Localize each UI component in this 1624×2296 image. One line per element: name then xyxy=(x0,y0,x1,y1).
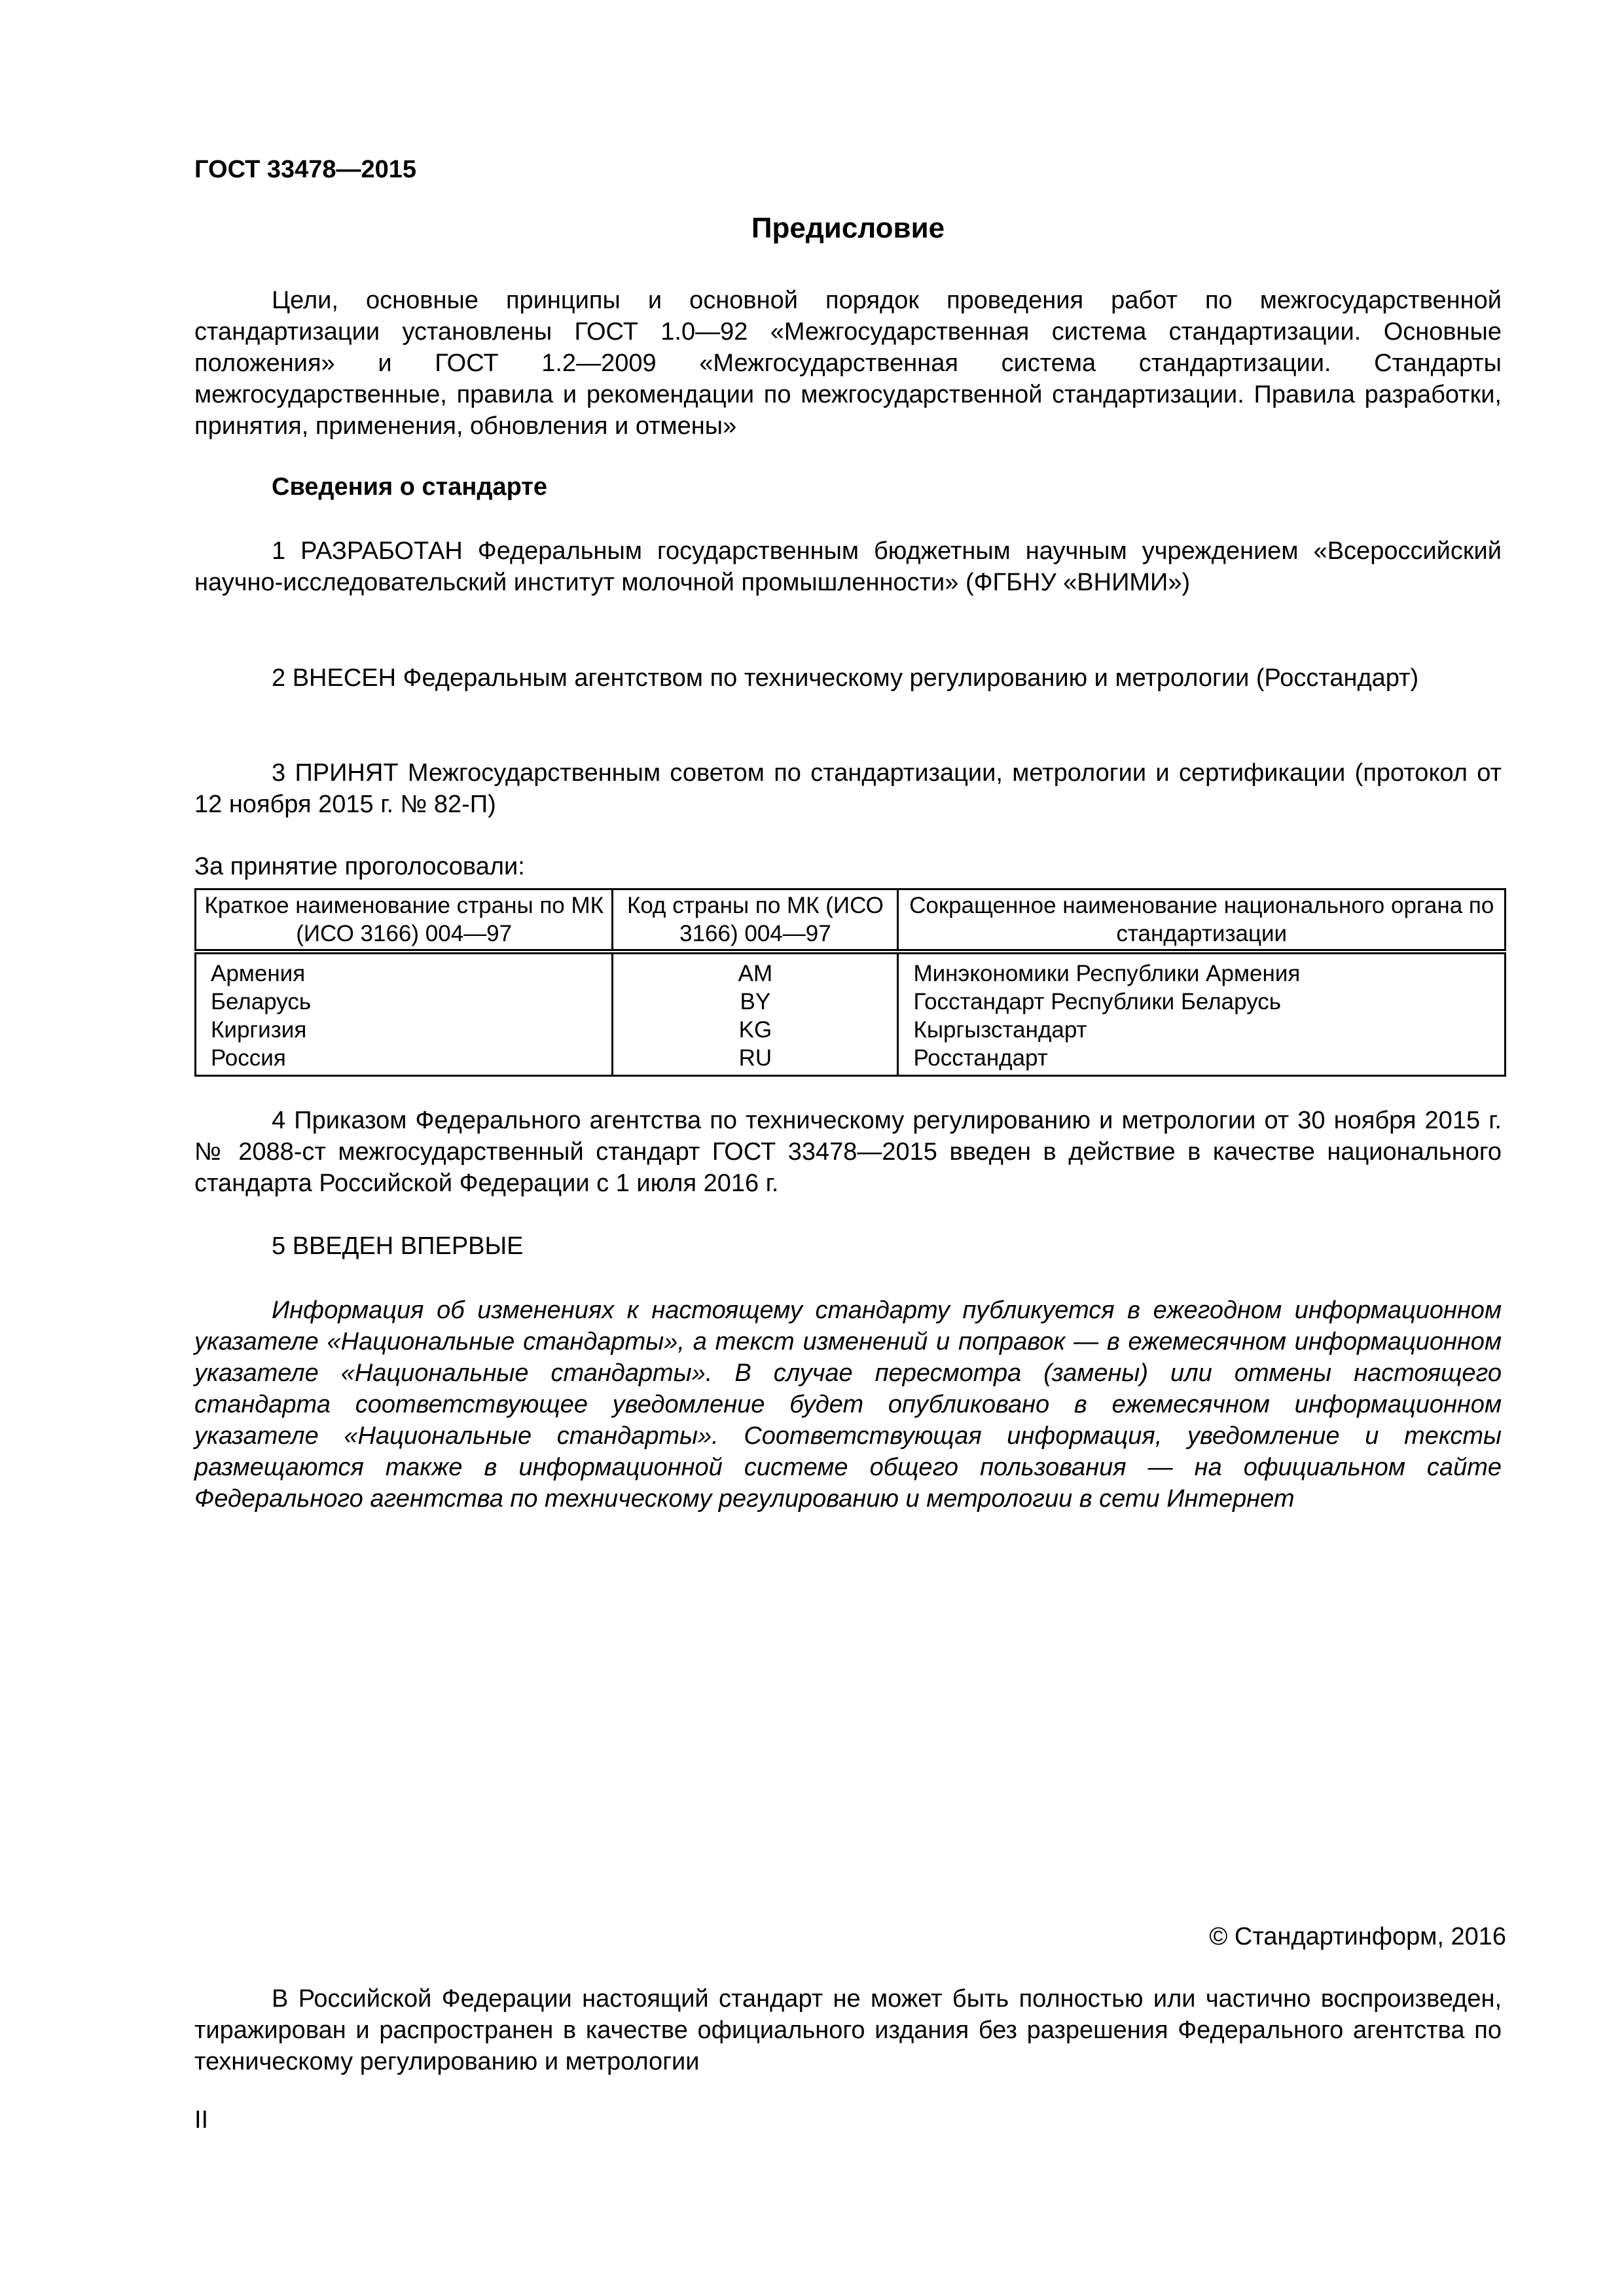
header-country-code: Код страны по МК (ИСО 3166) 004—97 xyxy=(613,889,898,952)
item-order: 4 Приказом Федерального агентства по техническому регулированию и метрологии от 30 ноября 2015 г. № 2088-ст межгосударственный стандарт ГОСТ 33478—2015 введен в действие в качестве национального стандарта Российской Федерации с 1 июля 2016 г. xyxy=(194,1107,1502,1197)
standards-body: Кыргызстандарт xyxy=(898,1016,1506,1044)
item-first-introduced: 5 ВВЕДЕН ВПЕРВЫЕ xyxy=(272,1232,524,1260)
copyright: © Стандартинформ, 2016 xyxy=(1209,1923,1506,1950)
page-title: Предисловие xyxy=(751,212,945,244)
item-adopted: 3 ПРИНЯТ Межгосударственным советом по стандартизации, метрологии и сертификации (протокол от 12 ноября 2015 г. № 82-П) xyxy=(194,759,1502,818)
standards-body: Госстандарт Республики Беларусь xyxy=(898,988,1506,1016)
standards-body: Росстандарт xyxy=(898,1044,1506,1076)
country-code: BY xyxy=(613,988,898,1016)
table-row xyxy=(196,1044,1506,1076)
section-subheading: Сведения о стандарте xyxy=(272,473,548,501)
country-code: KG xyxy=(613,1016,898,1044)
voted-label: За принятие проголосовали: xyxy=(194,853,525,880)
table-row xyxy=(196,952,1506,988)
header-standards-body: Сокращенное наименование национального органа по стандартизации xyxy=(898,889,1506,952)
intro-paragraph: Цели, основные принципы и основной порядок проведения работ по межгосударственной стандартизации установлены ГОСТ 1.0—92 «Межгосударственная система стандартизации. Основные положения» и ГОСТ 1.2—2009 «Межгосударственная система стандартизации. Стандарты межгосударственные, правила и рекомендации по межгосударственной стандартизации. Правила разработки, принятия, применения, обновления и отмены» xyxy=(194,287,1502,440)
reproduction-notice: В Российской Федерации настоящий стандарт не может быть полностью или частично воспроизведен, тиражирован и распространен в качестве официального издания без разрешения Федерального агентства по техническому регулированию и метрологии xyxy=(194,1985,1502,2075)
standards-body: Минэкономики Республики Армения xyxy=(898,952,1506,988)
voting-countries-table xyxy=(194,888,1506,1077)
country-code: AM xyxy=(613,952,898,988)
country-code: RU xyxy=(613,1044,898,1076)
table-row xyxy=(196,1016,1506,1044)
country-name: Беларусь xyxy=(196,988,613,1016)
standard-code: ГОСТ 33478—2015 xyxy=(194,156,417,183)
table-header-row xyxy=(196,889,1506,952)
info-paragraph: Информация об изменениях к настоящему стандарту публикуется в ежегодном информационном указателе «Национальные стандарты», а текст изменений и поправок — в ежемесячном информационном указателе «Национальные стандарты». В случае пересмотра (замены) или отмены настоящего стандарта соответствующее уведомление будет опубликовано в ежемесячном информационном указателе «Национальные стандарты». Соответствующая информация, уведомление и тексты размещаются также в информационной системе общего пользования — на официальном сайте Федерального агентства по техническому регулированию и метрологии в сети Интернет xyxy=(194,1297,1502,1513)
country-name: Киргизия xyxy=(196,1016,613,1044)
country-name: Россия xyxy=(196,1044,613,1076)
item-developed: 1 РАЗРАБОТАН Федеральным государственным бюджетным научным учреждением «Всероссийский научно-исследовательский институт молочной промышленности» (ФГБНУ «ВНИМИ») xyxy=(194,537,1502,596)
page-number: II xyxy=(194,2106,209,2134)
header-country-name: Краткое наименование страны по МК (ИСО 3166) 004—97 xyxy=(196,889,613,952)
country-name: Армения xyxy=(196,952,613,988)
table-row xyxy=(196,988,1506,1016)
item-submitted: 2 ВНЕСЕН Федеральным агентством по техническому регулированию и метрологии (Росстандарт) xyxy=(272,664,1419,692)
